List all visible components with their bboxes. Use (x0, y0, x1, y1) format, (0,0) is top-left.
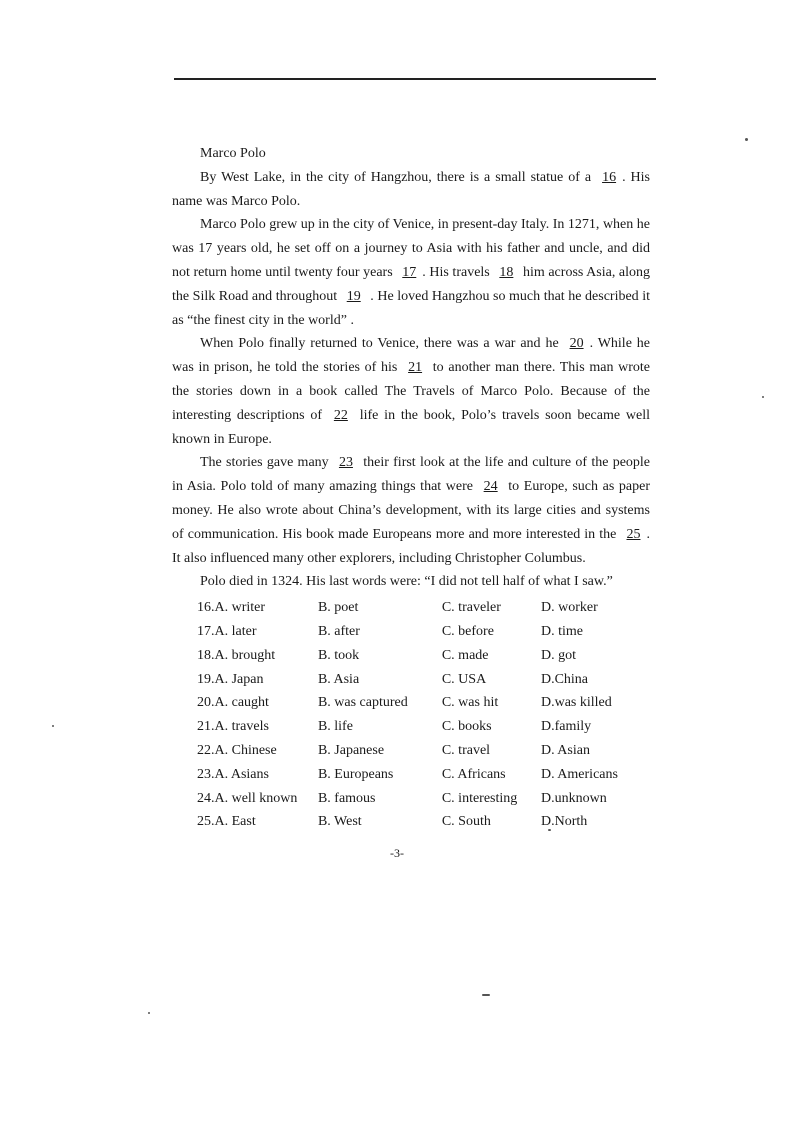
blank-17: 17 (402, 264, 417, 280)
option-d: D.family (540, 719, 592, 735)
option-b: B. famous (317, 790, 376, 806)
option-row-18 (197, 644, 650, 668)
option-a: 21.A. travels (197, 719, 269, 735)
passage-title: Marco Polo (200, 146, 266, 161)
option-c: C. made (441, 647, 489, 663)
option-b: B. West (317, 814, 362, 830)
scan-speck (482, 994, 490, 996)
option-row-25 (197, 810, 650, 834)
option-row-19 (197, 668, 650, 692)
option-row-16 (197, 596, 650, 620)
answer-options (172, 596, 650, 834)
option-d: D.unknown (540, 790, 607, 806)
scan-speck (52, 725, 54, 727)
option-d: D.China (540, 671, 589, 687)
blank-23: 23 (338, 455, 353, 471)
option-c: C. interesting (441, 790, 518, 806)
blank-25: 25 (626, 526, 641, 542)
option-c: C. before (441, 623, 494, 639)
option-row-20 (197, 691, 650, 715)
blank-19: 19 (346, 288, 361, 304)
blank-21: 21 (408, 360, 423, 376)
option-a: 16.A. writer (197, 600, 266, 616)
scan-speck (745, 138, 748, 141)
page-number: -3- (390, 846, 404, 860)
option-b: B. Europeans (317, 766, 394, 782)
option-b: B. took (317, 647, 360, 663)
option-b: B. life (317, 719, 353, 735)
blank-16: 16 (602, 169, 617, 185)
header-rule (174, 78, 656, 80)
option-c: C. travel (441, 742, 491, 758)
option-a: 20.A. caught (197, 695, 269, 711)
option-d: D. worker (540, 600, 598, 616)
blank-24: 24 (483, 479, 498, 495)
option-a: 18.A. brought (197, 647, 276, 663)
option-row-24 (197, 787, 650, 811)
scan-speck (548, 829, 551, 831)
option-d: D.North (540, 814, 588, 830)
option-c: C. traveler (441, 600, 501, 616)
blank-18: 18 (499, 264, 514, 280)
option-a: 19.A. Japan (197, 671, 264, 687)
paragraph-4: The stories gave many 23 their first look at the life and culture of the people in Asia. Polo told of many amazing things that were 24 to Europe, such as paper money. He also wrote about China’s development, with its large cities and systems of communication. His book made Europeans more and more interested in the 25 . It also influenced many other explorers, including Christopher Columbus. (172, 455, 651, 566)
option-a: 17.A. later (197, 623, 257, 639)
blank-20: 20 (569, 336, 584, 352)
option-a: 25.A. East (197, 814, 256, 830)
option-row-21 (197, 715, 650, 739)
option-d: D. got (540, 647, 576, 663)
option-c: C. was hit (441, 695, 499, 711)
option-b: B. was captured (317, 695, 408, 711)
option-a: 23.A. Asians (197, 766, 269, 782)
option-b: B. Japanese (317, 742, 385, 758)
option-c: C. books (441, 719, 492, 735)
paragraph-1: By West Lake, in the city of Hangzhou, there is a small statue of a 16 . His name was Marco Polo. (172, 169, 650, 209)
exam-passage (172, 142, 650, 834)
option-d: D. Asian (540, 742, 590, 758)
paragraph-2: Marco Polo grew up in the city of Venice, in present-day Italy. In 1271, when he was 17 years old, he set off on a journey to Asia with his father and uncle, and did not return home until twenty four years 17 . His travels 18 him across Asia, along the Silk Road and throughout 19 . He loved Hangzhou so much that he described it as “the finest city in the world” . (172, 217, 651, 328)
blank-22: 22 (333, 407, 348, 423)
option-d: D.was killed (540, 695, 612, 711)
option-c: C. USA (441, 671, 487, 687)
option-c: C. Africans (441, 766, 506, 782)
option-c: C. South (441, 814, 491, 830)
scan-speck (148, 1012, 150, 1014)
option-row-22 (197, 739, 650, 763)
option-row-23 (197, 763, 650, 787)
paragraph-5: Polo died in 1324. His last words were: “I did not tell half of what I saw.” (200, 574, 613, 590)
option-b: B. after (317, 623, 360, 639)
paragraph-3: When Polo finally returned to Venice, there was a war and he 20 . While he was in prison, he told the stories of his 21 to another man there. This man wrote the stories down in a book called The Travels of Marco Polo. Because of the interesting descriptions of 22 life in the book, Polo’s travels soon became well known in Europe. (172, 336, 651, 447)
scan-speck (762, 396, 764, 398)
option-a: 22.A. Chinese (197, 742, 277, 758)
option-b: B. Asia (317, 671, 360, 687)
option-a: 24.A. well known (197, 790, 298, 806)
option-row-17 (197, 620, 650, 644)
option-d: D. Americans (540, 766, 618, 782)
option-b: B. poet (317, 600, 359, 616)
option-d: D. time (540, 623, 583, 639)
